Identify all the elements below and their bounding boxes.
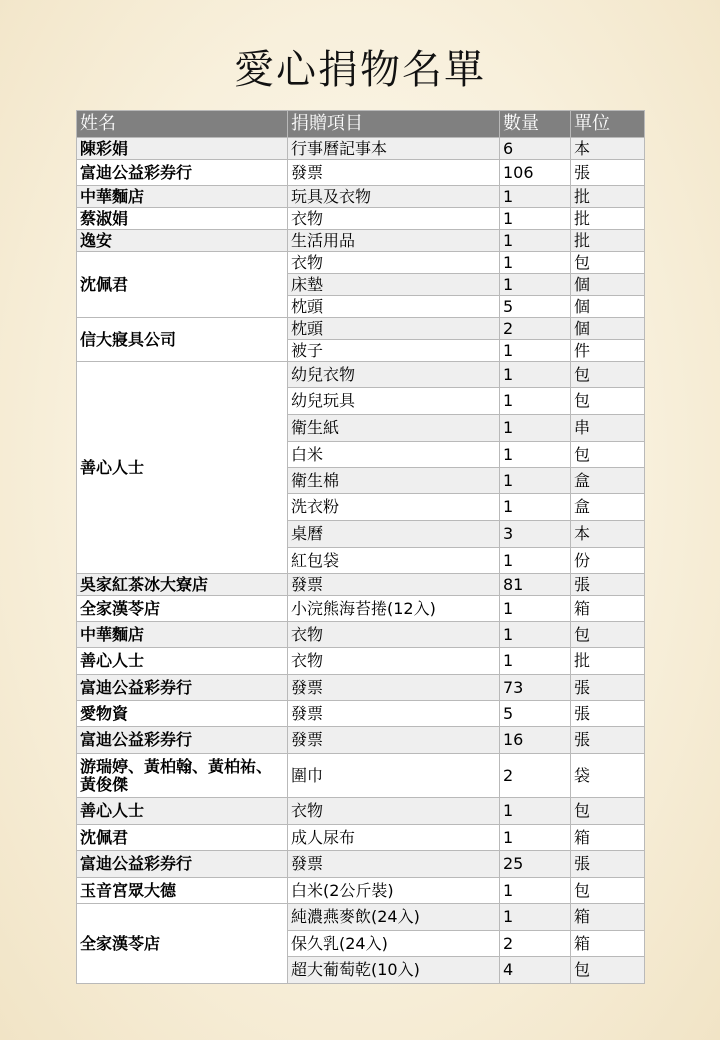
table-row <box>77 186 645 208</box>
qty-cell: 1 <box>500 878 571 904</box>
qty-cell: 3 <box>500 521 571 548</box>
qty-cell: 1 <box>500 230 571 252</box>
item-cell: 發票 <box>288 675 500 701</box>
table-row <box>77 622 645 648</box>
unit-cell: 張 <box>571 701 645 727</box>
qty-cell: 1 <box>500 252 571 274</box>
qty-cell: 2 <box>500 318 571 340</box>
table-row <box>77 798 645 825</box>
table-row <box>77 208 645 230</box>
unit-cell: 包 <box>571 798 645 825</box>
unit-cell: 箱 <box>571 596 645 622</box>
qty-cell: 1 <box>500 388 571 415</box>
qty-cell: 1 <box>500 415 571 442</box>
qty-cell: 1 <box>500 442 571 468</box>
item-cell: 發票 <box>288 851 500 878</box>
item-cell: 成人尿布 <box>288 825 500 851</box>
donor-name-cell: 善心人士 <box>77 362 288 574</box>
table-row <box>77 160 645 186</box>
table-row <box>77 851 645 878</box>
donor-name-cell: 善心人士 <box>77 798 288 825</box>
table-row <box>77 878 645 904</box>
unit-cell: 張 <box>571 851 645 878</box>
donor-name-cell: 沈佩君 <box>77 825 288 851</box>
unit-cell: 張 <box>571 727 645 754</box>
item-cell: 發票 <box>288 160 500 186</box>
table-row <box>77 318 645 340</box>
table-row <box>77 904 645 931</box>
unit-cell: 串 <box>571 415 645 442</box>
unit-cell: 包 <box>571 878 645 904</box>
qty-cell: 1 <box>500 648 571 675</box>
table-row <box>77 648 645 675</box>
unit-cell: 批 <box>571 208 645 230</box>
table-row <box>77 362 645 388</box>
table-header-row <box>77 111 645 138</box>
donor-name-cell: 逸安 <box>77 230 288 252</box>
unit-cell: 包 <box>571 388 645 415</box>
qty-cell: 1 <box>500 274 571 296</box>
unit-cell: 包 <box>571 362 645 388</box>
item-cell: 枕頭 <box>288 296 500 318</box>
item-cell: 發票 <box>288 701 500 727</box>
table-row <box>77 138 645 160</box>
donor-name-cell: 吳家紅茶冰大寮店 <box>77 574 288 596</box>
item-cell: 衛生棉 <box>288 468 500 494</box>
donor-name-cell: 沈佩君 <box>77 252 288 318</box>
unit-cell: 個 <box>571 274 645 296</box>
table-row <box>77 754 645 798</box>
item-cell: 生活用品 <box>288 230 500 252</box>
unit-cell: 張 <box>571 675 645 701</box>
item-cell: 玩具及衣物 <box>288 186 500 208</box>
donor-name-cell: 中華麵店 <box>77 622 288 648</box>
item-cell: 保久乳(24入) <box>288 931 500 957</box>
qty-cell: 6 <box>500 138 571 160</box>
qty-cell: 1 <box>500 825 571 851</box>
item-cell: 超大葡萄乾(10入) <box>288 957 500 984</box>
unit-cell: 張 <box>571 574 645 596</box>
donor-name-cell: 富迪公益彩券行 <box>77 675 288 701</box>
donor-name-cell: 富迪公益彩券行 <box>77 160 288 186</box>
unit-cell: 盒 <box>571 468 645 494</box>
unit-cell: 批 <box>571 230 645 252</box>
table-row <box>77 675 645 701</box>
qty-cell: 1 <box>500 186 571 208</box>
qty-cell: 4 <box>500 957 571 984</box>
donor-name-cell: 玉音宮眾大德 <box>77 878 288 904</box>
donor-name-cell: 中華麵店 <box>77 186 288 208</box>
donor-name-cell: 信大寢具公司 <box>77 318 288 362</box>
table-row <box>77 230 645 252</box>
page-title: 愛心捐物名單 <box>234 47 486 93</box>
unit-cell: 包 <box>571 442 645 468</box>
unit-cell: 個 <box>571 318 645 340</box>
table-body <box>77 138 645 984</box>
unit-cell: 包 <box>571 957 645 984</box>
item-cell: 枕頭 <box>288 318 500 340</box>
qty-cell: 16 <box>500 727 571 754</box>
qty-cell: 1 <box>500 548 571 574</box>
table-row <box>77 596 645 622</box>
item-cell: 洗衣粉 <box>288 494 500 521</box>
qty-cell: 1 <box>500 904 571 931</box>
qty-cell: 1 <box>500 596 571 622</box>
table-row <box>77 701 645 727</box>
item-cell: 幼兒玩具 <box>288 388 500 415</box>
table-row <box>77 727 645 754</box>
qty-cell: 1 <box>500 208 571 230</box>
qty-cell: 2 <box>500 754 571 798</box>
donor-name-cell: 善心人士 <box>77 648 288 675</box>
header-name: 姓名 <box>77 111 288 138</box>
item-cell: 衛生紙 <box>288 415 500 442</box>
qty-cell: 1 <box>500 494 571 521</box>
donor-name-cell: 富迪公益彩券行 <box>77 727 288 754</box>
table-row <box>77 252 645 274</box>
qty-cell: 81 <box>500 574 571 596</box>
qty-cell: 1 <box>500 468 571 494</box>
item-cell: 發票 <box>288 574 500 596</box>
donation-table <box>76 110 645 984</box>
qty-cell: 106 <box>500 160 571 186</box>
qty-cell: 1 <box>500 798 571 825</box>
donor-name-cell: 陳彩娟 <box>77 138 288 160</box>
qty-cell: 25 <box>500 851 571 878</box>
item-cell: 衣物 <box>288 798 500 825</box>
unit-cell: 包 <box>571 622 645 648</box>
header-item: 捐贈項目 <box>288 111 500 138</box>
donor-name-cell: 愛物資 <box>77 701 288 727</box>
item-cell: 圍巾 <box>288 754 500 798</box>
item-cell: 床墊 <box>288 274 500 296</box>
qty-cell: 1 <box>500 622 571 648</box>
header-qty: 數量 <box>500 111 571 138</box>
unit-cell: 箱 <box>571 904 645 931</box>
unit-cell: 盒 <box>571 494 645 521</box>
unit-cell: 本 <box>571 138 645 160</box>
unit-cell: 批 <box>571 648 645 675</box>
item-cell: 衣物 <box>288 208 500 230</box>
item-cell: 白米 <box>288 442 500 468</box>
donor-name-cell: 富迪公益彩券行 <box>77 851 288 878</box>
item-cell: 衣物 <box>288 648 500 675</box>
qty-cell: 1 <box>500 362 571 388</box>
unit-cell: 份 <box>571 548 645 574</box>
donor-name-cell: 全家漢苓店 <box>77 596 288 622</box>
unit-cell: 箱 <box>571 825 645 851</box>
donor-name-cell: 全家漢苓店 <box>77 904 288 984</box>
qty-cell: 1 <box>500 340 571 362</box>
unit-cell: 個 <box>571 296 645 318</box>
qty-cell: 5 <box>500 701 571 727</box>
item-cell: 行事曆記事本 <box>288 138 500 160</box>
item-cell: 被子 <box>288 340 500 362</box>
unit-cell: 張 <box>571 160 645 186</box>
table-row <box>77 825 645 851</box>
table-row <box>77 574 645 596</box>
item-cell: 衣物 <box>288 622 500 648</box>
qty-cell: 73 <box>500 675 571 701</box>
donor-name-cell: 蔡淑娟 <box>77 208 288 230</box>
item-cell: 衣物 <box>288 252 500 274</box>
unit-cell: 批 <box>571 186 645 208</box>
item-cell: 幼兒衣物 <box>288 362 500 388</box>
unit-cell: 包 <box>571 252 645 274</box>
qty-cell: 2 <box>500 931 571 957</box>
item-cell: 桌曆 <box>288 521 500 548</box>
unit-cell: 件 <box>571 340 645 362</box>
item-cell: 白米(2公斤裝) <box>288 878 500 904</box>
donor-name-cell: 游瑞婷、黃柏翰、黃柏祐、黃俊傑 <box>77 754 288 798</box>
unit-cell: 本 <box>571 521 645 548</box>
item-cell: 小浣熊海苔捲(12入) <box>288 596 500 622</box>
item-cell: 發票 <box>288 727 500 754</box>
header-unit: 單位 <box>571 111 645 138</box>
qty-cell: 5 <box>500 296 571 318</box>
unit-cell: 袋 <box>571 754 645 798</box>
unit-cell: 箱 <box>571 931 645 957</box>
item-cell: 純濃燕麥飲(24入) <box>288 904 500 931</box>
item-cell: 紅包袋 <box>288 548 500 574</box>
